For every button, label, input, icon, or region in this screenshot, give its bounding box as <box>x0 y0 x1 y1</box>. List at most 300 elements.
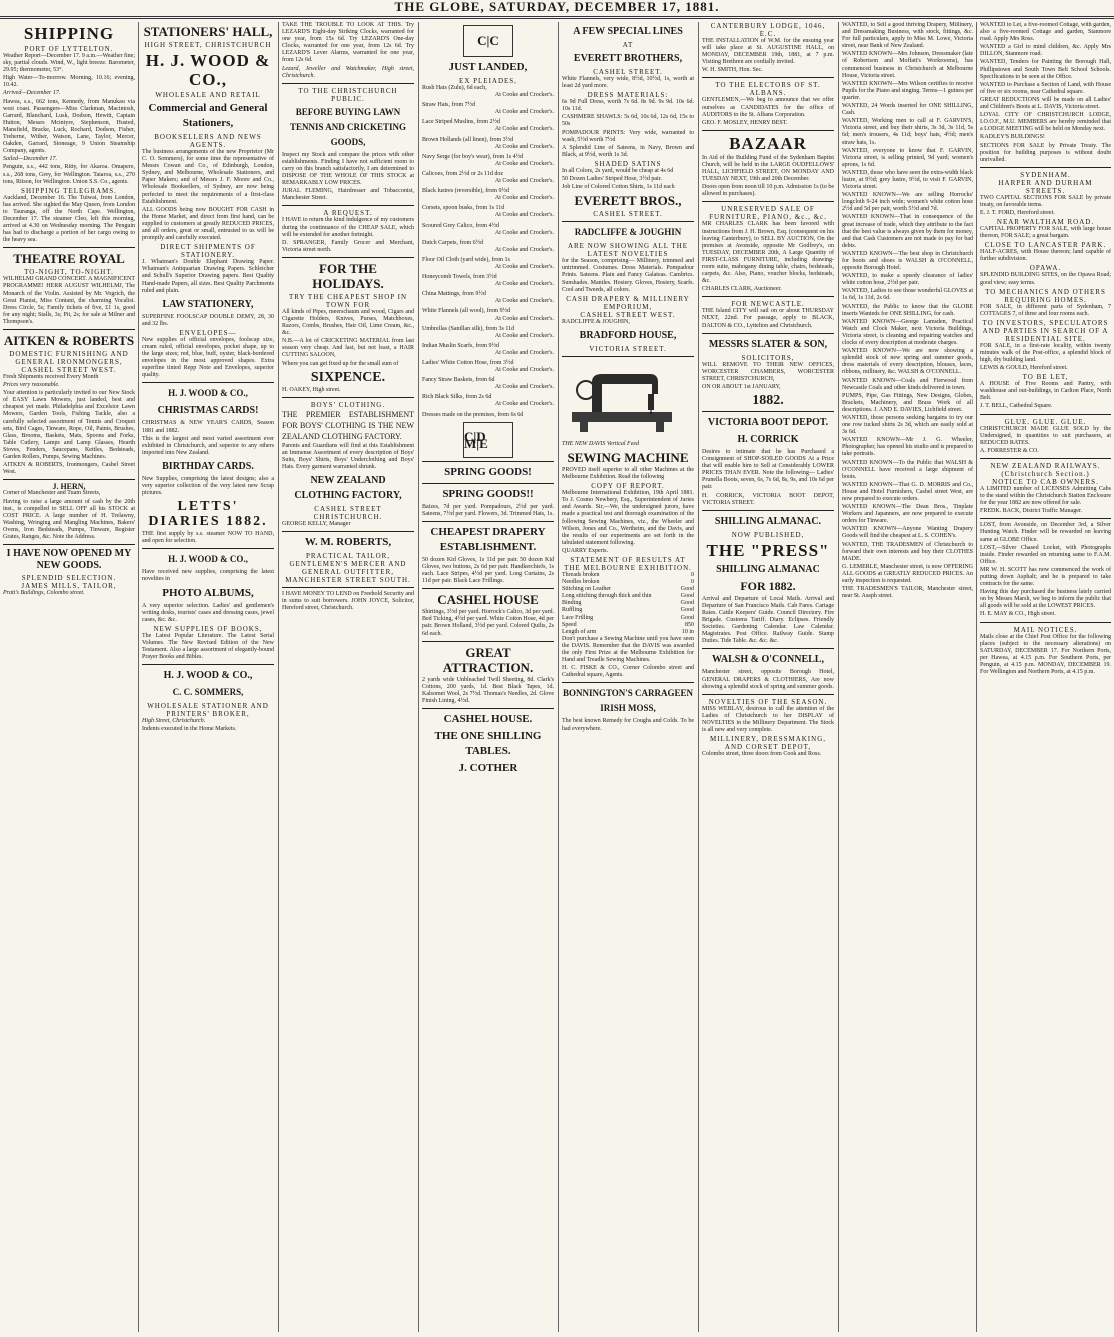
item-name: Umbrellas (Sanillan silk), from 3s 11d <box>422 325 515 332</box>
item-name: Rich Black Silks, from 2s 6d <box>422 394 492 401</box>
novelties-body: MISS WEBLAY, desirous to call the attention of the Ladies of Christchurch to her DISPLAY of NOVELTIES in the Millinery Department. The Stock is all new and very complete. <box>702 705 834 733</box>
telegrams-heading: SHIPPING TELEGRAMS. <box>21 186 117 195</box>
sewing-sub: PROVED itself superior to all other Machines at the Melbourne Exhibition. Read the following <box>562 466 694 481</box>
item-list <box>422 85 554 409</box>
quarry-experts: QUARRY Experts. <box>562 547 609 554</box>
item-name: Straw Hats, from 7½d <box>422 102 476 109</box>
sewing-sign: H. C. FISKE & CO., Corner Colombo street and Cathedral square, Agents. <box>562 665 694 679</box>
aitken-heading: AITKEN & ROBERTS <box>3 333 135 348</box>
column-divider <box>138 22 139 1332</box>
column-divider <box>698 22 699 1332</box>
press-sub: SHILLING ALMANAC <box>716 563 820 575</box>
item-name: Corsets, spoon busks, from 1s 11d <box>422 205 505 212</box>
row-value: Good <box>680 600 694 607</box>
novelties-heading: NOVELTIES OF THE SEASON. <box>708 697 828 706</box>
statement-table <box>562 572 694 636</box>
mail-heading: MAIL NOTICES. <box>1013 625 1078 634</box>
aitken-body: Your attention is particularly invited to our New Stock of EASY Lawn Mowers, just landed, best and cheapest yet made. Philadelphia and Excelsior Lawn Mowers, Garden Tools, Fishing Tackle, also a carefully selected assortment of Tennis and Croquet sets, Bird Cages, Tinware, Rope, Oil, Paints, Brushes, Glass, Brooms, Baskets, Mats, Spoons and Forks, Table Cutlery, Lamps and Lamp Glasses, Hearth Stoves, Fenders, Saucepans, Kettles, Bedsteads, Garden Rollers, Pumps, Sewing Machines. <box>3 390 135 461</box>
slater-body: WILL REMOVE TO THEIR NEW OFFICES, WORCESTER CHAMBERS, WORCESTER STREET, CHRISTCHURCH, <box>702 361 834 382</box>
newcastle-body: THE Island CITY will sail on or about THURSDAY NEXT, 22nd. For passage, apply to BLACK, DALTON & CO., Lyttelton and Christchurch. <box>702 308 834 329</box>
album-intro: Have received new supplies, comprising the latest novelties in <box>142 569 274 583</box>
wanted-ad: WANTED KNOWN—Anyone Wanting Drapery Goods will find the cheapest at L. S. COHEN's. <box>842 526 973 540</box>
aitken-prices: Prices very reasonable. <box>3 382 60 389</box>
press-year: FOR 1882. <box>740 578 796 593</box>
item-where: At Cooke and Crocker's. <box>494 332 554 339</box>
spring-heading-1: SPRING GOODS! <box>444 465 532 478</box>
row-value: 0 <box>691 579 694 586</box>
wood-sub: WHOLESALE AND RETAIL <box>155 91 261 99</box>
item-name: Brown Hollands (all linen), from 3½d <box>422 136 514 143</box>
item-name: Honeycomb Towels, from 3½d <box>422 274 497 281</box>
lodge-heading: CANTERBURY LODGE, 1046, E.C. <box>710 22 826 38</box>
job-line: Job Line of Colored Cotton Shirts, 1s 11d each <box>562 184 675 191</box>
electors-heading: TO THE ELECTORS OF ST. ALBANS. <box>715 81 821 98</box>
wood-body: The business arrangements of the new Proprietor (Mr C. O. Sommers), for some time the representative of Messrs Cowan and Co., of Edinburgh, London, Sydney, and Melbourne, Wholesale Stationers, and Paper Makers; and of Messrs J. F. Moore and Co., Wholesale Booksellers, of Sydney, are now being perfected to meet the requirements of a first-class Establishment. <box>142 149 274 205</box>
item-where: At Cooke and Crocker's. <box>494 401 554 408</box>
wood-sub2: BOOKSELLERS AND NEWS AGENTS. <box>154 133 262 149</box>
corrick-name: H. CORRICK <box>737 434 799 445</box>
row-label: Ruffling <box>562 607 583 614</box>
waltham-heading: NEAR WALTHAM ROAD. <box>996 218 1095 227</box>
column-shipping <box>3 22 135 1332</box>
table-row <box>562 615 694 622</box>
cards-heading: CHRISTMAS CARDS! <box>157 405 259 417</box>
wanted-ad: WANTED KNOWN—That in consequence of the great increase of trade, which they attribute to the fact that the best value is always given by them for money, and that Cash Customers are not made to pay for bad debts. <box>842 214 973 249</box>
column-notices <box>282 22 414 1332</box>
special-body: White Flannels, very wide, 8½d, 10½d, 1s, worth at least 2d yard more. <box>562 76 694 90</box>
list-item <box>422 360 554 374</box>
boys-body: Parents and Guardians will find at this Establishment an Immense Assortment of every description of Boys' Suits, Boys' Shirts, Boys' Underclothing and Boys' Hats. Every garment warranted shrunk. <box>282 442 414 470</box>
newcastle-heading: FOR NEWCASTLE. <box>731 300 805 309</box>
mills-heading: I HAVE NOW OPENED MY NEW GOODS. <box>6 548 132 572</box>
wanted-ad: WANTED, to make a speedy clearance of ladies' white cotton hose, 2½d per pair. <box>842 273 973 287</box>
electors-sign: GEO. F. MOSLEY, HENRY BEST. <box>702 119 788 126</box>
wanted-ad: WANTED KNOWN—The Dean Bros., Tinplate Workers and Japanners, are now prepared to execute orders for Tinware. <box>842 504 973 525</box>
statement-heading: STATEMENT OF RESULTS AT THE MELBOURNE EXHIBITION. <box>564 556 692 572</box>
column-everett <box>562 22 694 1332</box>
dress-heading: DRESS MATERIALS: <box>587 91 669 100</box>
almanac-body: Arrival and Departure of Local Mails. Arrival and Departure of San Francisco Mails. Cab Fares. Cartage Rates. Cattle Keepers' Guide. Council Directory. Fire Brigade. Customs Tariff. Diary. Eclipses. Friendly Societies. Gardening Calendar. Law Calendar. Magistrates. Post Office. Railway Guide. Stamp Duties. Tide Table. &c. &c. &c. <box>702 595 834 645</box>
sydenham-heading: SYDENHAM. <box>1020 170 1071 179</box>
millinery-heading: MILLINERY, DRESSMAKING, AND CORSET DEPOT, <box>709 735 827 752</box>
cashmere: CASHMERE SHAWLS: 5s 6d, 10s 6d, 12s 6d, 15s to 50s <box>562 114 694 128</box>
item-name: Calicoes, from 2½d or 2s 11d doz <box>422 170 504 177</box>
pipe-sign: JURAL FLEMING, Hairdresser and Tobacconist, Manchester Street. <box>282 188 414 202</box>
list-item <box>422 343 554 357</box>
list-item <box>422 377 554 391</box>
sydenham-sign: E. J. T. FORD, Hereford street. <box>980 209 1055 216</box>
envelopes-body: New supplies of official envelopes, foolscap size, cream ruled, official envelopes, pocket shape, up to the large sizes; red, blue, buff, oyster, black-bordered envelopes in the most approved shapes. Extra superfine tinted Repp Note and Envelopes, superior quality. <box>142 336 274 379</box>
railways-body: A LIMITED number of LICENSES Admitting Cabs to the stand within the Christchurch Station Enclosure for the year 1882 are now offered for sale. <box>980 485 1111 507</box>
bazaar-doors: Doors open from noon till 10 p.m. Admission 1s (to be allowed in purchases). <box>702 184 834 198</box>
wanted-ad: WANTED, Tenders for Painting the Borough Hall, Phillipstown and South Town Belt School Schools. Specifications to be seen at the Office. <box>980 59 1111 80</box>
sewing-close: Don't purchase a Sewing Machine until you have seen the DAVIS. Remember that the DAVIS was awarded the only First Prize at the Melbourne Exhibition for Hand and Treadle Sewing Machines. <box>562 635 694 664</box>
request-heading: A REQUEST. <box>323 209 373 218</box>
sewing-heading: SEWING MACHINE <box>567 449 689 465</box>
pipe-heading: TO THE CHRISTCHURCH PUBLIC. <box>298 86 398 103</box>
item-name: White Flannels (all wool), from 9½d <box>422 308 511 315</box>
wanted-ad: WANTED to Purchase a Section of Land, with House of five or six rooms, near Cathedral square. <box>980 81 1111 95</box>
wood-title: Commercial and General Stationers, <box>148 102 268 129</box>
cheapest-heading: CHEAPEST DRAPERY ESTABLISHMENT. <box>430 525 546 553</box>
everett-address-2: CASHEL STREET. <box>593 210 663 219</box>
item-where: At Cooke and Crocker's. <box>494 178 554 185</box>
item-name: Ladies' White Cotton Hose, from 3½d <box>422 360 514 366</box>
furniture-heading: UNRESERVED SALE OF FURNITURE, PIANO, &c., &c. <box>709 205 827 222</box>
wanted-ad: WANTED, those who have seen the extra-width black lustre, at 9½d; grey lustre, 9½d, to visit F. GARVIN, Victoria street. <box>842 169 973 191</box>
bazaar-body: In Aid of the Building Fund of the Sydenham Baptist Church, will be held in the LARGE OUDFELLOWS' HALL, LICHFIELD STREET, ON MONDAY AND TUESDAY NEXT, 19th and 20th December. <box>702 154 834 183</box>
may-sign: H. E. MAY & CO., High street. <box>980 611 1056 618</box>
cards-sub: CHRISTMAS & NEW YEAR'S CARDS, Season 1881 and 1882. <box>142 420 274 434</box>
request-sign: D. SPRANGER, Family Grocer and Merchant, Victoria street north. <box>282 239 414 253</box>
special-heading: A FEW SPECIAL LINES <box>573 26 683 37</box>
mail-body: Mails close at the Chief Post Office for the following places (subject to the necessary alterations) on SATURDAY, DECEMBER 17. For Northern Ports, per Hawea, at 4.15 p.m. For Southern Ports, per Penguin, at 4.15 p.m. MONDAY, DECEMBER 19. For Wellington and Northern Ports, at 4.15 p.m. <box>980 633 1111 675</box>
aitken-sign: AITKEN & ROBERTS, Ironmongers, Cashel Street West. <box>3 462 135 476</box>
item-where: At Cooke and Crocker's. <box>494 229 554 236</box>
sommers-sub: WHOLESALE STATIONER AND PRINTERS' BROKER, <box>147 702 269 719</box>
wanted-ad: WANTED, Ladies to see those wonderful GLOVES at 1s 6d, 1s 11d, 2s 6d. <box>842 288 973 302</box>
scott-notice: MR W. H. SCOTT has now commenced the work of putting down Asphalt; and he is prepared to take contracts for the same. <box>980 566 1111 588</box>
mechanics-body: FOR SALE, in different parts of Sydenham, 7 COTTAGES 7, of three and four rooms each. <box>980 303 1111 317</box>
bradford-address: VICTORIA STREET. <box>589 344 667 353</box>
cother: J. COTHER <box>458 761 518 774</box>
wanted-ad: WANTED KNOWN—George Lamsden, Practical Watch and Clock Maker, next Victoria Buildings, Victoria street, is cleaning and repairing watches and clocks of every description at moderate charges. <box>842 318 973 347</box>
wanted-ad: WANTED KNOWN—We are selling Horrocks' longcloth 9-24 inch wide; women's white cotton hose 2½d and 5d per pair, worth 5½d and 7d. <box>842 192 973 213</box>
just-landed: JUST LANDED, <box>448 61 528 73</box>
electors-body: GENTLEMEN,—We beg to announce that we offer ourselves as CANDIDATES for the office of AUDITORS to the St. Albans Corporation. <box>702 97 834 118</box>
furniture-body: MR CHARLES CLARK has been favored with instructions from J. H. Brown, Esq. (consequent on his leaving Canterbury), to SELL BY AUCTION, On the premises at Avonside, opposite Mr Godfrey's, on TUESDAY, DECEMBER 20th, A Large Quantity of FIRST-CLASS FURNITURE, including drawing-room suite, mahogany dining table, chairs, bedsteads, carpets, &c. Also, Piano, voucher blocks, bedsteads, &c. <box>702 221 834 285</box>
table-row <box>562 572 694 579</box>
books-body: The Latest Popular Literature. The Latest Serial Volumes. The New Revised Edition of the New Testament. Also a large assortment of elegantly-bound Prayer Books and Bibles. <box>142 632 274 661</box>
list-item <box>422 205 554 219</box>
may-body: Having this day purchased the business lately carried on by Messrs Marsh, we beg to inform the public that all goods will be sold at the LOWEST PRICES. <box>980 589 1111 610</box>
letts-body: THE first supply by s.s. steamer NOW TO HAND, and open for selection. <box>142 531 274 545</box>
telegrams: Auckland, December 16. The Tuiwai, from London, has arrived. She sighted the May Queen, from London to Tauranga, off the North Cape. Wellington, December 17. The steamer Cleo, left this morning, arrived at 4.30 on Wednesday morning. The Penguin has had to discharge a portion of her cargo owing to the heavy sea. <box>3 194 135 244</box>
slater-sub: SOLICITORS, <box>741 353 795 362</box>
glue-heading: GLUE. GLUE. GLUE. <box>1004 417 1087 426</box>
investors-heading: TO INVESTORS, SPECULATORS AND PARTIES IN SEARCH OF A RESIDENTIAL SITE. <box>982 318 1109 343</box>
bonnington-heading: BONNINGTON'S CARRAGEEN IRISH MOSS, <box>562 688 694 714</box>
holidays-sub: TRY THE CHEAPEST SHOP IN TOWN FOR <box>288 292 408 309</box>
row-label: Long stitching through thick and thin <box>562 593 652 600</box>
sixpence: SIXPENCE. <box>310 369 386 385</box>
pipe-body: Inspect my Stock and compare the prices with other establishments. Finding I have not sufficient room to carry on this branch satisfactorily, I am determined to DISPOSE OF THE WHOLE OF THIS STOCK at REMARKABLY LOW PRICES. <box>282 151 414 187</box>
theatre-heading: THEATRE ROYAL <box>13 251 125 267</box>
theatre-body: WILHELMJ GRAND CONCERT. A MAGNIFICENT PROGRAMME! HERR AUGUST WILHELMJ, The Monarch of the Violin. Assisted by Mr. Vogrich, the Great Pianist, Miss Contani, the charming Vocalist. Dress Circle, 5s; Family tickets of five, £1 1s, good for any night; Stalls, 3s; Pit, 2s; for sale at Milner and Thompson's. <box>3 276 135 325</box>
holidays-price: Where you can get fixed up for the small sum of <box>282 360 399 367</box>
row-label: Lace Frilling <box>562 614 594 621</box>
item-where: At Cooke and Crocker's. <box>494 246 554 253</box>
lezard-sign: Lezard, Jeweller and Watchmaker, High street, Christchurch. <box>282 65 414 79</box>
wanted-ad: KADLEY'S BUILDINGS! <box>980 134 1045 141</box>
item-where: At Cooke and Crocker's. <box>494 109 554 116</box>
item-where: At Cooke and Crocker's. <box>494 92 554 99</box>
item-where: At Cooke and Crocker's. <box>494 160 554 167</box>
cards-body: This is the largest and most varied assortment ever exhibited in Christchurch, and superior to any others imported into New Zealand. <box>142 435 274 456</box>
lodge-sign: W. H. SMITH, Hon. Sec. <box>702 67 763 74</box>
row-value: 0 <box>691 572 694 578</box>
wanted-list-2 <box>980 22 1111 142</box>
dresses-note: Dresses made on the premises, from 6s 6d <box>422 411 524 418</box>
row-value: 10 in <box>681 628 694 635</box>
item-where: At Cooke and Crocker's. <box>494 315 554 322</box>
wanted-list <box>842 22 973 563</box>
stationers-hall-address: HIGH STREET, CHRISTCHURCH <box>144 41 272 49</box>
railways-sub: NOTICE TO CAB OWNERS. <box>992 477 1099 486</box>
sailed: Penguin, s.s., 442 tons, Ritty, for Akaroa. Omapere, s.s., 268 tons, Grey, for Wellington. Taiaroa, s.s., 270 tons, Ritson, for Wellington. Union S.S. Co., agents. <box>3 164 135 185</box>
glue-sign: A. FORRESTER & CO. <box>980 447 1039 454</box>
column-property <box>980 22 1111 1332</box>
slater-heading: MESSRS SLATER & SON, <box>708 338 828 350</box>
sydenham-sub: HARPER AND DURHAM STREETS. <box>998 178 1093 195</box>
request-body: I HAVE to return the kind indulgence of my customers during the continuance of the CHEAP SALE, which will be extended for another fortnight. <box>282 217 414 238</box>
column-divider <box>558 22 559 1332</box>
column-wanted <box>842 22 973 1332</box>
great-body: 2 yards wide Unbleached Twill Sheeting, 8d. Clark's Cottons, 200 yards, 1d. Best Black Tapes, 1d. Kalsomet Wool, 2s 7½d. Thomas's Needles, 2d. Glove Finish Lining, 4½d. <box>422 676 554 704</box>
column-notices-2 <box>702 22 834 1332</box>
wanted-ad: WANTED KNOWN—That G. D. MORRIS and Co., House and Hotel Furnishers, Cashel street West, are now prepared to execute orders. <box>842 481 973 502</box>
album-body: A very superior selection. Ladies' and gentlemen's writing desks, tourists' cases and dressing cases, jewel cases, &c. &c. <box>142 602 274 623</box>
list-item <box>422 85 554 99</box>
lancaster-heading: CLOSE TO LANCASTER PARK. <box>984 241 1107 250</box>
hern-heading: J. HERN, <box>52 482 86 492</box>
aitken-shipments: Fresh Shipments received Every Month <box>3 374 99 380</box>
item-name: Lace Striped Muslins, from 2½d <box>422 119 500 126</box>
victoria-heading: VICTORIA BOOT DEPOT. <box>707 417 829 428</box>
lost-notice-1: LOST, from Avonside, on December 3rd, a Silver Hunting Watch. Finder will be rewarded on leaving same at GLOBE Office. <box>980 522 1111 543</box>
everett-name: EVERETT BROTHERS, <box>573 53 683 64</box>
holidays-heading: FOR THE HOLIDAYS. <box>312 260 384 291</box>
item-where: At Cooke and Crocker's. <box>494 195 554 202</box>
radcliffe-heading: RADCLIFFE & JOUGHIN <box>574 227 682 238</box>
everett-address: CASHEL STREET. <box>593 68 663 76</box>
cheapest-body: 50 dozen Kid Gloves, 1s 11d per pair. 50 dozen Kid Gloves, two buttons, 2s 6d per pair. Handkerchiefs, 1s each. Lace Stripes, 4½d per yard. Long Curtains, 2s 11d per pair. Black Lace Frillings. <box>422 556 554 585</box>
investors-sign: LEWIS & GOULD, Hereford street. <box>980 365 1068 372</box>
sommers-name: C. C. SOMMERS, <box>172 687 244 698</box>
let-heading: TO BE LET, <box>1022 373 1069 382</box>
bazaar-heading: BAZAAR <box>729 133 807 153</box>
arrivals-heading: Arrived—December 17. <box>3 90 61 97</box>
item-where: At Cooke and Crocker's. <box>494 367 554 374</box>
everett-name-2: EVERETT BROS., <box>574 193 682 209</box>
column-divider <box>418 22 419 1332</box>
wood-name-3: H. J. WOOD & CO., <box>168 554 248 565</box>
table-row <box>562 629 694 636</box>
stationers-hall-heading: STATIONERS' HALL, <box>143 24 273 39</box>
wanted-ad: WANTED KNOWN—The best shop in Christchurch for boots and shoes is WALSH & O'CONNELL, opposite Borough Hotel. <box>842 250 973 272</box>
striped-hose: 50 Dozen Ladies' Striped Hose, 3½d pair. <box>562 176 662 183</box>
masthead-rule <box>0 18 1114 19</box>
wood-name-4: H. J. WOOD & CO., <box>163 670 253 682</box>
emporium-address: CASHEL STREET WEST. <box>580 310 676 319</box>
furniture-sign: CHARLES CLARK, Auctioneer. <box>702 286 782 293</box>
opawa-body: SPLENDID BUILDING SITES, on the Opawa Road; good view; easy terms. <box>980 272 1111 286</box>
list-item <box>422 137 554 151</box>
item-name: Navy Serge (for boy's wear), from 1s 4½d <box>422 153 524 160</box>
row-label: Stitching on Leather <box>562 586 611 593</box>
roberts-sub: PRACTICAL TAILOR, GENTLEMEN'S MERCER AND GENERAL OUTFITTER, <box>289 552 407 577</box>
item-where: At Cooke and Crocker's. <box>494 143 554 150</box>
sateens: A Splendid Line of Sateens, in Navy, Brown and Black, at 9½d, worth 1s 3d. <box>562 144 694 158</box>
books-heading: NEW SUPPLIES OF BOOKS, <box>153 624 263 633</box>
wanted-ad: WANTED KNOWN—Coals and Firewood from Newcastle Coals and other kinds delivered in town. <box>842 377 973 391</box>
high-water: High Water—To-morrow. Morning, 10.16; evening, 10.42. <box>3 75 135 89</box>
list-item <box>422 240 554 254</box>
mills-address: Pratt's Buildings, Colombo street. <box>3 590 85 597</box>
shipping-heading: SHIPPING <box>23 24 115 43</box>
column-cooke-crocker <box>422 22 554 1332</box>
wanted-ad: WANTED, everyone to know that F. GARVIN, Victoria street, is selling printed, 9d yard; women's aprons, 1s 6d. <box>842 147 973 168</box>
spring-body: Baizes, 7d per yard. Pompadours, 2½d per yard. Sateens, 7½d per yard. Flowers, 3d. Trimmed Hats, 1s. <box>422 503 554 517</box>
joyce-notice: I HAVE MONEY TO LEND on Freehold Security and in sums to suit borrowers. JOHN JOYCE, Solicitor, Hereford street, Christchurch. <box>282 591 414 612</box>
wanted-ad: WANTED KNOWN—We are now showing a splendid stock of new spring and summer goods, dress materials of every description, blouses, laces, ribbons, millinery, &c. WALSH & O'CONNELL. <box>842 348 973 376</box>
wanted-ad: WANTED, those persons seeking bargains to try our one row tucked shirts 2s 3d, which are easily sold at 3s 6d. <box>842 414 973 436</box>
list-item <box>422 188 554 202</box>
row-label: Needles broken <box>562 579 600 586</box>
lemerle-notice: G. LEMERLE, Manchester street, is now OFFERING ALL GOODS at GREATLY REDUCED PRICES. An early inspection is requested. <box>842 563 973 585</box>
oconnell-body: Manchester street, opposite Borough Hotel, GENERAL DRAPERS & CLOTHIERS, Are now showing a splendid stock of spring and summer goods. <box>702 669 834 690</box>
stock-body: J. Whatman's Double Elephant Drawing Paper. Whatman's Antiquarian Drawing Papers. Schleicher and Schull's Superior Drawing papers. Best Quality Hand-made Papers, all sizes. Best Quality Parchments ruled and plain. <box>142 259 274 294</box>
mills-name: JAMES MILLS, TAILOR, <box>21 582 117 591</box>
item-where: At Cooke and Crocker's. <box>494 349 554 356</box>
shilling-tables: THE ONE SHILLING TABLES. <box>434 729 542 757</box>
pleiades: EX PLEIADES, <box>459 77 517 85</box>
wanted-ad: WANTED, Working men to call at F. GARVIN'S, Victoria street, and buy their shirts, 3s 3d, 3s 11d, 5s 6d; men's trousers, 4s 11d; boys' hats, 4½d; men's straw hats, 1s. <box>842 118 973 146</box>
bradford-name: RADCLIFFE & JOUGHIN, <box>562 318 630 325</box>
cashel-heading-2: CASHEL HOUSE. <box>443 712 533 725</box>
list-item <box>422 119 554 133</box>
item-name: Fancy Straw Baskets, from 6d <box>422 377 495 384</box>
item-name: Indian Muslin Scarfs, from 9½d <box>422 342 499 349</box>
hern-address: Corner of Manchester and Tuam Streets, <box>3 490 101 497</box>
item-name: Floor Oil Cloth (yard wide), from 1s <box>422 256 510 263</box>
millinery-address: Colombo street, three doors from Cook and Ross. <box>702 751 822 758</box>
lodge-body: THE INSTALLATION of W.M. for the ensuing year will take place at St. AUGUSTINE HALL, on MONDAY, DECEMBER 19th, 1881, at 7 p.m. Visiting Brethren are cordially invited. <box>702 38 834 66</box>
table-row <box>562 593 694 600</box>
slater-year: 1882. <box>752 393 784 408</box>
cashel-body: Shirtings, 3½d per yard. Horrock's Calico, 3d per yard. Bed Ticking, 4½d per yard. White Cotton Hose, 4d per pair. Brown Holland, 3½d per yard. Colored Quilts, 2s 6d each. <box>422 609 554 637</box>
port-heading: PORT OF LYTTELTON. <box>24 45 114 53</box>
oconnell-heading: WALSH & O'CONNELL, <box>712 654 824 666</box>
item-where: At Cooke and Crocker's. <box>494 263 554 270</box>
wood-name: H. J. WOOD & CO., <box>145 51 271 89</box>
list-item <box>422 326 554 340</box>
birthday-heading: BIRTHDAY CARDS. <box>162 460 254 472</box>
roberts-name: W. M. ROBERTS, <box>304 536 392 549</box>
roberts-address: MANCHESTER STREET SOUTH. <box>285 576 411 585</box>
radcliffe-sub: ARE NOW SHOWING ALL THE LATEST NOVELTIES <box>567 242 689 259</box>
almanac-heading: SHILLING ALMANAC. <box>714 515 822 527</box>
glue-body: CHRISTCHURCH MADE GLUE SOLD by the Undersigned, in quantities to suit purchasers, at REDUCED RATES. <box>980 425 1111 446</box>
album-heading: PHOTO ALBUMS, <box>162 586 254 599</box>
lezard-body: TAKE THE TROUBLE TO LOOK AT THIS. Try LEZARD'S Eight-day Striking Clocks, warranted for one year, from 15s 6d. Try LEZARD'S One-day Clocks, warranted for one year, from 12s 6d. Try LEZARD'S Lever Alarms, warranted for one year, from 12s 6d. <box>282 22 414 64</box>
press-heading: THE "PRESS" <box>706 540 830 560</box>
wanted-ad: WANTED, 24 Words inserted for ONE SHILLING, Cash. <box>842 103 973 117</box>
envelopes-heading: ENVELOPES— <box>179 328 237 337</box>
lancaster-body: HALF-ACRES, with House thereon; land capable of further subdivision. <box>980 249 1111 263</box>
item-where: At Cooke and Crocker's. <box>494 384 554 391</box>
table-row <box>562 607 694 614</box>
wanted-ad: WANTED a Girl to mind children, &c. Apply Mrs DILLON, Stanmore road. <box>980 44 1111 58</box>
sydenham-body: TWO CAPITAL SECTIONS FOR SALE by private treaty, on favorable terms. <box>980 194 1111 208</box>
opawa-heading: OPAWA. <box>1029 264 1062 273</box>
list-item <box>422 223 554 237</box>
sommers-note: Indents executed in the Home Markets. <box>142 726 237 733</box>
tailor-notice: THE TRADESMEN'S TAILOR, Manchester street, near St. Asaph street. <box>842 586 973 600</box>
special-at: AT <box>622 41 634 49</box>
aitken-street: CASHEL STREET WEST. <box>21 366 117 374</box>
emporium-heading: CASH DRAPERY & MILLINERY EMPORIUM, <box>566 294 690 311</box>
row-value: Good <box>680 607 694 614</box>
holidays-body: All kinds of Pipes, meerschaum and wood, Cigars and Cigarette Holders, Knives, Purses, Matchboxes, Razors, Combs, Brushes, Hair Oil, Lime Cream, &c., &c. <box>282 308 414 337</box>
list-item <box>422 102 554 116</box>
bonnington-body: The best known Remedy for Coughs and Colds. To be had everywhere. <box>562 718 694 732</box>
item-where: At Cooke and Crocker's. <box>494 298 554 305</box>
arrivals: Hawea, s.s., 662 tons, Kennedy, from Manukau via west coast. Passengers—Miss Clarkman, Macintosh, Garrard, Blanchard, Lusk, Dodson, Hewitt, Captain Hutton, Messrs Mcintyre, Stephenson, Husted, Mansfield, Bracke, Luck, Rochard, Dodson, Fisher, Treherne, Wither, Watson, Lane, Taylor, Mercer, Oakden, Garrard, Stoneage, 9 Union Steamship Company, agents. <box>3 98 135 155</box>
wanted-ad: GREAT REDUCTIONS will be made on all Ladies' and Children's Boots at L. DAVIS, Victoria street. <box>980 96 1111 111</box>
cashel-heading: CASHEL HOUSE <box>437 592 539 608</box>
holidays-note: N.B.—A lot of CRICKETING MATERIAL from last season very cheap. And last, but not least, a HAIR CUTTING SALOON, <box>282 338 414 359</box>
weather-report: Weather Report—December 17. 9 a.m.—Weather fine; sky, partial clouds. Wind, W., light breeze. Barometer, 29.95; thermometer, 53°. <box>3 53 135 74</box>
law-sub: SUPERFINE FOOLSCAP DOUBLE DEMY, 28, 30 and 32 lbs. <box>142 313 274 327</box>
masthead: THE GLOBE, SATURDAY, DECEMBER 17, 1881. <box>0 0 1114 17</box>
item-name: Dutch Carpets, from 6½d <box>422 239 484 246</box>
row-value: Good <box>680 586 694 593</box>
nzcf-name: NEW ZEALAND CLOTHING FACTORY, <box>294 475 402 502</box>
row-label: Threads broken <box>562 572 600 578</box>
row-value: Good <box>680 614 694 621</box>
item-name: China Mattings, from 9½d <box>422 291 486 298</box>
railways-sign: FREDK. BACK, District Traffic Manager. <box>980 508 1083 515</box>
pompadour: POMPADOUR PRINTS: Very wide, warranted to wash, 5½d worth 7½d <box>562 129 694 143</box>
nzcf-address: CASHEL STREET CHRISTCHURCH. <box>313 505 383 522</box>
wanted-ad: WANTED KNOWN—Mr J. G. Wheeler, Photographer, has opened his studio and is prepared to take portraits. <box>842 437 973 458</box>
birthday-body: New Supplies, comprising the latest designs; also a very superior collection of the very latest new Scrap pictures. <box>142 475 274 497</box>
row-value: 850 <box>685 621 694 628</box>
list-item <box>422 154 554 168</box>
wood-name-2: H. J. WOOD & CO., <box>168 388 248 399</box>
list-item <box>422 257 554 271</box>
column-divider <box>278 22 279 1332</box>
nzcf-sign: GEORGE KELLY, Manager <box>282 521 351 528</box>
aitken-sub: DOMESTIC FURNISHING AND GENERAL IRONMONGERS, <box>9 350 129 366</box>
wanted-ad: WANTED KNOWN—Mrs Johnson, Dressmaker (late of Robertson and Moffatt's Workrooms), has commenced business in Christchurch at Melbourne House, Victoria street. <box>842 51 973 79</box>
item-where: At Cooke and Crocker's. <box>494 281 554 288</box>
table-row <box>562 586 694 593</box>
almanac-published: NOW PUBLISHED, <box>731 530 805 539</box>
waltham-body: CAPITAL PROPERTY FOR SALE, with large house thereon, FOR SALE; a great bargain. <box>980 226 1111 240</box>
machine-caption: THE NEW DAVIS Vertical Feed <box>562 440 640 447</box>
sommers-address: High Street, Christchurch. <box>142 718 206 725</box>
sections-notice: SECTIONS FOR SALE by Private Treaty. The position for building purposes is without doubt unrivalled. <box>980 142 1111 163</box>
table-row <box>562 622 694 629</box>
cc-monogram: C|C <box>463 25 513 57</box>
column-divider <box>838 22 839 1332</box>
table-row <box>562 579 694 586</box>
investors-body: FOR SALE, in a first-rate locality, within twenty minutes walk of the Post-office, a splendid block of high, dry building land. <box>980 342 1111 363</box>
oakey-sign: H. OAKEY, High street. <box>282 386 341 393</box>
great-heading: GREAT ATTRACTION. <box>442 644 534 675</box>
item-where: At Cooke and Crocker's. <box>494 212 554 219</box>
let-body: A HOUSE of Five Rooms and Pantry, with washhouse and out-buildings, in Carlton Place, North Belt. <box>980 381 1111 402</box>
wanted-ad: PUMPS, Pipe, Gas Fittings, New Designs, Globes, Brackets, Machinery, and Brass Work of all descriptions. J. AND E. DAVIES, Lichfield street. <box>842 392 973 413</box>
corrick-sign: H. CORRICK, VICTORIA BOOT DEPOT, VICTORIA STREET. <box>702 492 834 506</box>
pipe-sub: BEFORE BUYING LAWN TENNIS AND CRICKETING GOODS, <box>289 106 407 147</box>
radcliffe-body: for the Season, comprising— Millinery, trimmed and untrimmed. Costumes. Dress Materials. Pompadour Prints. Sateens. Plain and Fancy Galateas. Cambrics. Sunshades. Mantles. Hosiery. Gloves, Hosiery, Scarfs. Cool and Tweeds, all colors. <box>562 258 694 293</box>
bradford-heading: BRADFORD HOUSE, <box>579 329 677 341</box>
column-stationers <box>142 22 274 1332</box>
law-heading: LAW STATIONERY, <box>162 298 254 310</box>
